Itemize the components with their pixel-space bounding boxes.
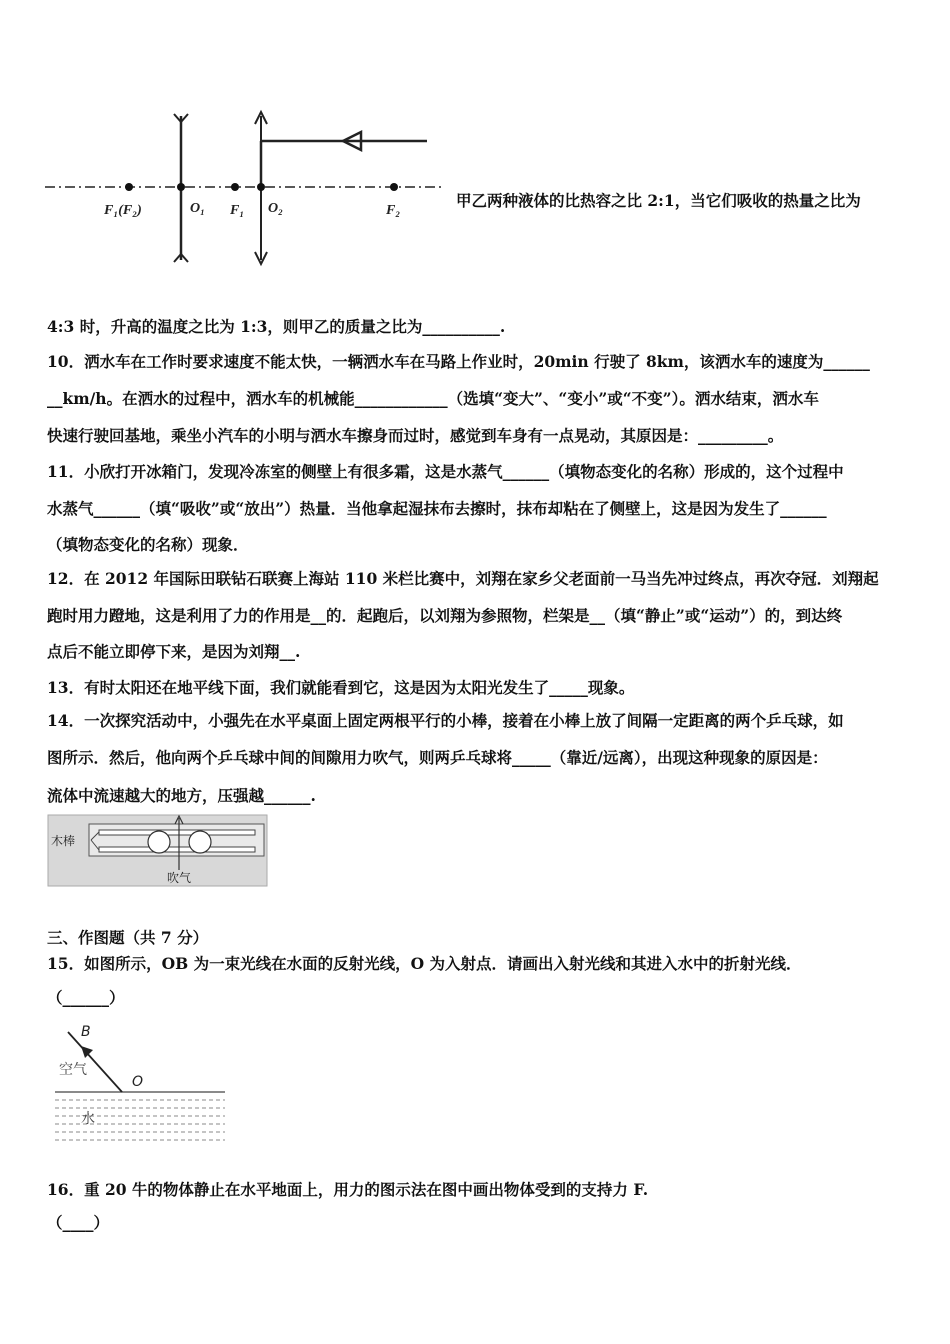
reflected-ray-arrow <box>81 1046 93 1058</box>
q16-line-1: 16．重 20 牛的物体静止在水平地面上，用力的图示法在图中画出物体受到的支持力 F. <box>47 1180 649 1199</box>
optical-center-o1 <box>177 183 185 191</box>
q12-line-2: 跑时用力蹬地，这是利用了力的作用是__的．起跑后，以刘翔为参照物，栏架是__（填“静止”或“运动”）的，到达终 <box>47 606 843 625</box>
q15-line-1: 15．如图所示，OB 为一束光线在水面的反射光线，O 为入射点．请画出入射光线和其进入水中的折射光线． <box>47 954 802 973</box>
q12-line-3: 点后不能立即停下来，是因为刘翔__. <box>47 642 301 661</box>
label-f2: F₂ <box>386 203 401 218</box>
label-o1: O₁ <box>190 201 205 216</box>
label-b: B <box>81 1024 91 1040</box>
q14-line-1: 14．一次探究活动中，小强先在水平桌面上固定两根平行的小棒，接着在小棒上放了间隔一定距离的两个乒乓球，如 <box>47 711 844 730</box>
reflection-figure <box>55 1022 230 1147</box>
q11-line-3: （填物态变化的名称）现象． <box>47 535 249 554</box>
ping-pong-figure <box>47 814 269 888</box>
focus-point-f1 <box>231 183 239 191</box>
q10-line-2: __km/h。在洒水的过程中，洒水车的机械能____________（选填“变大”、“变小”或“不变”）。洒水结束，洒水车 <box>47 389 819 408</box>
wooden-stick-top <box>99 830 255 835</box>
q10-line-1: 10．洒水车在工作时要求速度不能太快，一辆洒水车在马路上作业时，20min 行驶了 8km，该洒水车的速度为______ <box>47 352 870 371</box>
section-3-heading: 三、作图题（共 7 分） <box>47 928 209 947</box>
q12-line-1: 12．在 2012 年国际田联钻石联赛上海站 110 米栏比赛中，刘翔在家乡父老面前一马当先冲过终点，再次夺冠．刘翔起 <box>47 569 879 588</box>
label-water: 水 <box>81 1111 95 1127</box>
wooden-stick-bottom <box>99 847 255 852</box>
q16-answer-blank: （____） <box>47 1213 110 1232</box>
q9-line-2: 4:3 时，升高的温度之比为 1:3，则甲乙的质量之比为__________. <box>47 317 506 336</box>
label-o: O <box>132 1074 144 1090</box>
focus-point-f1f2 <box>125 183 133 191</box>
lens-diagram <box>40 108 455 268</box>
focus-point-f2 <box>390 183 398 191</box>
optical-center-o2 <box>257 183 265 191</box>
label-air: 空气 <box>59 1062 87 1078</box>
q13-line-1: 13．有时太阳还在地平线下面，我们就能看到它，这是因为太阳光发生了_____现象。 <box>47 678 635 697</box>
q11-line-2: 水蒸气______（填“吸收”或“放出”）热量．当他拿起湿抹布去擦时，抹布却粘在了侧壁上，这是因为发生了______ <box>47 499 827 518</box>
q14-line-2: 图所示．然后，他向两个乒乓球中间的间隙用力吹气，则两乒乓球将_____（靠近/远离），出现这种现象的原因是： <box>47 748 828 767</box>
label-blow: 吹气 <box>167 871 192 885</box>
label-f1f2: F₁(F₂) <box>104 203 142 218</box>
ping-pong-ball-right <box>189 831 211 853</box>
ping-pong-ball-left <box>148 831 170 853</box>
q9-line-1: 甲乙两种液体的比热容之比 2:1，当它们吸收的热量之比为 <box>456 191 861 210</box>
label-o2: O₂ <box>268 201 283 216</box>
label-f1: F₁ <box>230 203 245 218</box>
label-wooden-stick: 木棒 <box>51 834 76 848</box>
q14-line-3: 流体中流速越大的地方，压强越______. <box>47 786 316 805</box>
q11-line-1: 11．小欣打开冰箱门，发现冷冻室的侧壁上有很多霜，这是水蒸气______（填物态变化的名称）形成的，这个过程中 <box>47 462 844 481</box>
q15-answer-blank: （______） <box>47 988 125 1007</box>
q10-line-3: 快速行驶回基地，乘坐小汽车的小明与洒水车擦身而过时，感觉到车身有一点晃动，其原因是：_________。 <box>47 426 784 445</box>
